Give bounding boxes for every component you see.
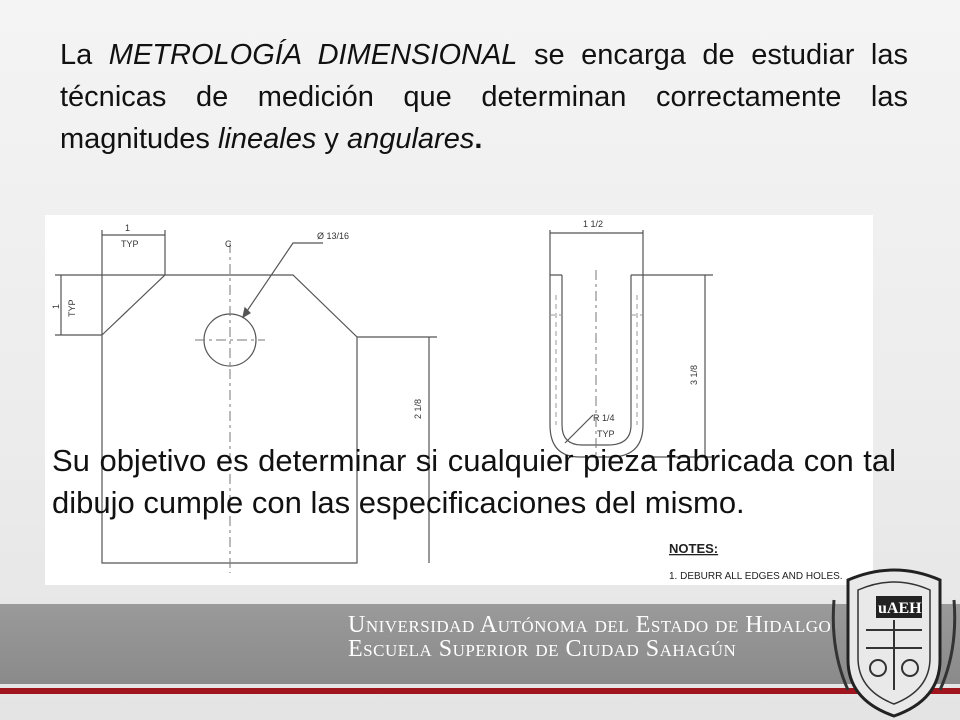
hole-dim-label: Ø 13/16 <box>317 231 350 241</box>
dim-label-1-left: 1 <box>51 303 61 309</box>
radius-leader <box>565 415 593 443</box>
intro-term-angulares: angulares <box>346 123 475 155</box>
dim-label-typ-top: TYP <box>121 239 139 249</box>
intro-text-3: y <box>316 123 347 155</box>
dim-label-1-top: 1 <box>125 223 131 233</box>
notes-title: NOTES: <box>669 541 719 556</box>
hole-leader-arrow <box>243 308 250 317</box>
footer-school: Escuela Superior de Ciudad Sahagún <box>348 636 737 662</box>
university-shield-logo <box>828 560 960 720</box>
dim-label-typ-left: TYP <box>67 299 77 317</box>
intro-paragraph <box>60 34 908 160</box>
intro-text-2: se encarga de estudiar las técnicas de medición que determinan correctamente las magnitudes <box>60 39 908 155</box>
intro-text-1: La <box>60 39 109 71</box>
dim-label-1-1-2: 1 1/2 <box>583 219 604 229</box>
centerline-label: C <box>225 239 232 249</box>
intro-term-lineales: lineales <box>218 123 317 155</box>
intro-period: . <box>474 123 483 155</box>
technical-drawing-svg <box>45 215 873 585</box>
radius-label: R 1/4 <box>593 413 615 423</box>
dim-side-height <box>643 275 713 457</box>
dim-side-width <box>550 230 643 275</box>
intro-term-metrologia: METROLOGÍA DIMENSIONAL <box>108 39 518 71</box>
dim-label-3-1-8: 3 1/8 <box>689 364 699 385</box>
svg-text:uAEH: uAEH <box>878 600 922 617</box>
hole-leader <box>243 243 323 317</box>
footer-university: Universidad Autónoma del Estado de Hidalgo <box>348 612 832 638</box>
note-item-1: 1. DEBURR ALL EDGES AND HOLES. <box>669 571 843 582</box>
dim-label-2-1-8: 2 1/8 <box>413 398 423 419</box>
radius-typ-label: TYP <box>597 429 615 439</box>
technical-drawing <box>45 215 873 585</box>
footer-red-bar <box>0 688 960 694</box>
body-paragraph: Su objetivo es determinar si cualquier pieza fabricada con tal dibujo cumple con las especificaciones del mismo. <box>52 443 896 520</box>
